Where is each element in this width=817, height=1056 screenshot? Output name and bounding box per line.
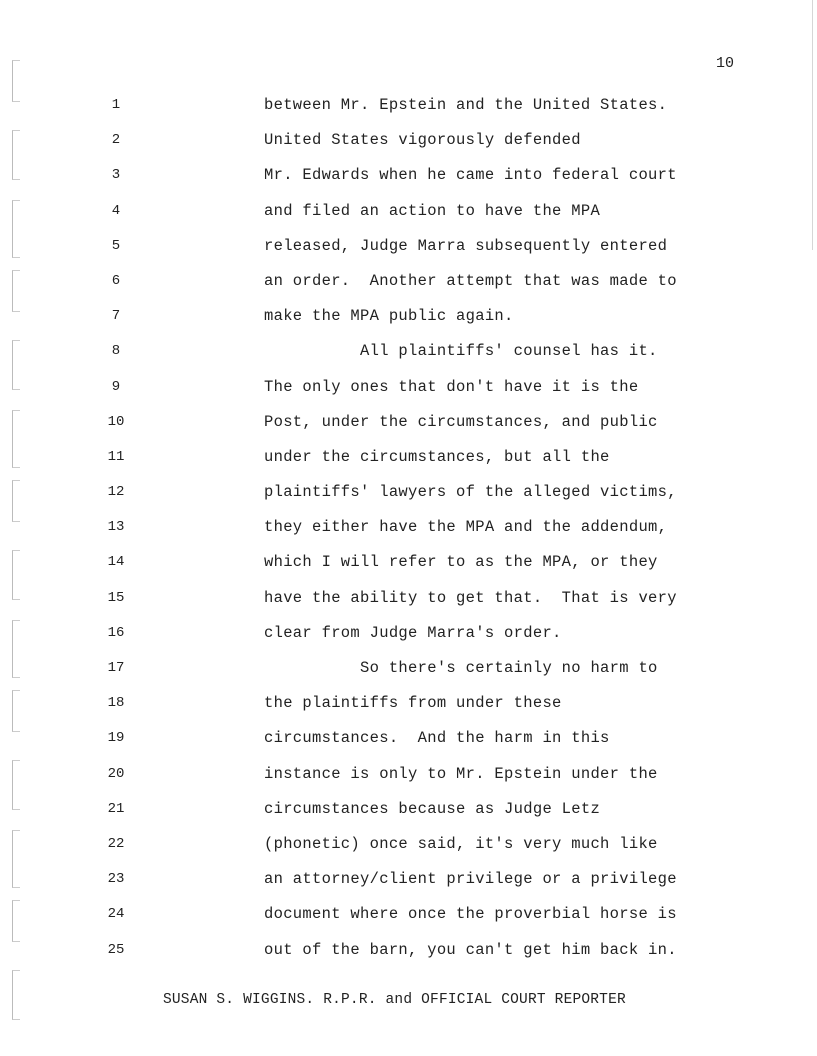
line-number: 22 (107, 835, 125, 852)
transcript-line (0, 764, 817, 799)
transcript-line (0, 341, 817, 376)
transcript-line (0, 482, 817, 517)
line-number: 14 (107, 554, 125, 571)
line-text: instance is only to Mr. Epstein under the (264, 764, 658, 783)
line-text: So there's certainly no harm to (264, 659, 658, 677)
line-text: between Mr. Epstein and the United States. (264, 96, 668, 114)
transcript-line (0, 869, 817, 904)
transcript-line (0, 940, 817, 975)
transcript-line (0, 412, 817, 447)
line-text: circumstances. And the harm in this (264, 729, 610, 748)
transcript-line (0, 447, 817, 482)
transcript-line (0, 95, 817, 130)
line-number: 2 (111, 132, 121, 149)
line-text: an order. Another attempt that was made to (264, 271, 677, 290)
line-text: make the MPA public again. (264, 307, 514, 326)
line-number: 6 (111, 272, 121, 289)
transcript-line (0, 693, 817, 728)
line-text: and filed an action to have the MPA (264, 201, 601, 220)
line-number: 12 (107, 484, 125, 501)
binder-mark (12, 970, 20, 1020)
line-text: the plaintiffs from under these (264, 694, 562, 713)
transcript-line (0, 271, 817, 306)
line-text: document where once the proverbial horse is (264, 905, 677, 924)
line-text: have the ability to get that. That is very (264, 588, 677, 607)
line-number: 1 (111, 97, 121, 113)
line-number: 13 (107, 519, 125, 536)
line-text: circumstances because as Judge Letz (264, 799, 601, 818)
transcript-line (0, 517, 817, 552)
transcript-line (0, 552, 817, 587)
line-text: plaintiffs' lawyers of the alleged victims, (264, 483, 677, 502)
line-number: 18 (107, 695, 125, 712)
line-text: which I will refer to as the MPA, or they (264, 553, 658, 572)
line-number: 5 (111, 237, 121, 254)
line-number: 21 (107, 800, 125, 817)
line-text: released, Judge Marra subsequently entered (264, 236, 668, 255)
transcript-line (0, 623, 817, 658)
transcript-line (0, 306, 817, 341)
line-text: United States vigorously defended (264, 131, 581, 150)
line-text: All plaintiffs' counsel has it. (264, 342, 658, 361)
line-number: 15 (107, 589, 125, 606)
court-reporter-footer: SUSAN S. WIGGINS. R.P.R. and OFFICIAL COURT REPORTER (163, 992, 626, 1008)
line-number: 8 (111, 343, 121, 360)
line-number: 11 (107, 448, 125, 465)
line-number: 25 (107, 941, 125, 958)
line-text: out of the barn, you can't get him back in. (264, 940, 677, 959)
line-number: 4 (111, 202, 121, 219)
line-number: 3 (111, 167, 121, 184)
line-text: Mr. Edwards when he came into federal court (264, 166, 677, 185)
line-number: 7 (111, 308, 121, 325)
line-number: 19 (107, 730, 125, 747)
transcript-line (0, 799, 817, 834)
line-number: 24 (107, 906, 125, 923)
transcript-line (0, 588, 817, 623)
line-number: 20 (107, 765, 125, 782)
line-number: 9 (111, 378, 121, 395)
line-number: 23 (107, 871, 125, 888)
line-text: (phonetic) once said, it's very much like (264, 834, 658, 853)
transcript-body (0, 95, 817, 975)
line-text: Post, under the circumstances, and public (264, 412, 658, 431)
line-number: 17 (107, 660, 125, 676)
transcript-line (0, 728, 817, 763)
transcript-line (0, 834, 817, 869)
line-number: 16 (107, 624, 125, 641)
line-number: 10 (107, 413, 125, 430)
transcript-line (0, 658, 817, 693)
line-text: The only ones that don't have it is the (264, 377, 639, 396)
line-text: clear from Judge Marra's order. (264, 623, 562, 642)
line-text: they either have the MPA and the addendum, (264, 518, 668, 537)
transcript-line (0, 236, 817, 271)
transcript-line (0, 377, 817, 412)
transcript-line (0, 904, 817, 939)
page-number: 10 (716, 55, 735, 72)
transcript-line (0, 130, 817, 165)
transcript-line (0, 201, 817, 236)
line-text: an attorney/client privilege or a privilege (264, 870, 677, 889)
line-text: under the circumstances, but all the (264, 447, 610, 466)
transcript-line (0, 165, 817, 200)
